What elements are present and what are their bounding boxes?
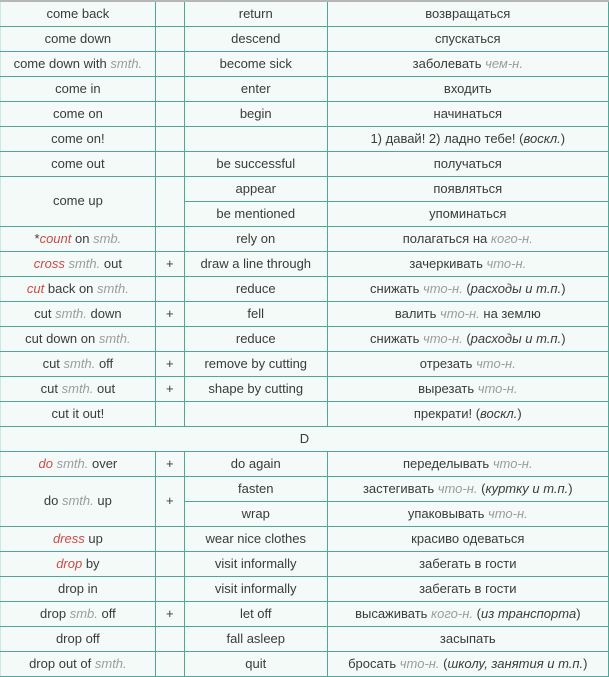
table-row [1,602,609,627]
text-segment: на землю [479,305,541,321]
phrasal-verb-cell [1,452,156,477]
text-segment: что-н. [476,355,516,371]
text-segment: забегать в гости [419,580,517,596]
phrasal-verb-cell [1,127,156,152]
table-row [1,227,609,252]
text-segment: что-н. [486,255,527,271]
table-row [1,452,609,477]
separable-cell [155,652,184,677]
text-segment: draw a line through [200,255,312,271]
text-segment: получаться [433,155,502,171]
separable-cell [155,577,184,602]
translation-cell [327,177,608,202]
translation-cell [327,302,608,327]
text-segment: + [166,455,174,471]
separable-cell [155,177,184,227]
text-segment: appear [235,180,276,196]
text-segment: что-н. [422,280,463,296]
text-segment: чем-н. [485,55,523,71]
separable-cell [155,127,184,152]
text-segment: do [43,493,62,509]
text-segment: smth. [63,355,96,371]
phrasal-verb-cell [1,552,156,577]
translation-cell [327,277,608,302]
text-segment: входить [443,80,492,96]
text-segment: школу, занятия и т.п. [447,655,584,671]
text-segment: be successful [216,155,296,171]
text-segment: что-н. [477,380,518,396]
separable-cell [155,27,184,52]
text-segment: shape by cutting [208,380,304,396]
text-segment: из транспорта [480,605,577,621]
separable-cell [155,527,184,552]
phrasal-verb-cell [1,352,156,377]
meaning-cell [184,602,327,627]
translation-cell [327,327,608,352]
phrasal-verb-cell [1,627,156,652]
text-segment: что-н. [440,305,480,321]
text-segment: by [82,555,100,571]
phrasal-verb-cell [1,2,156,27]
section-header-row [1,427,609,452]
text-segment: что-н. [422,330,463,346]
text-segment: up [84,530,103,546]
text-segment: become sick [219,55,292,71]
phrasal-verb-cell [1,77,156,102]
text-segment: smth. [68,255,101,271]
separable-cell [155,327,184,352]
translation-cell [327,252,608,277]
text-segment: зачеркивать [409,255,487,271]
text-segment: reduce [235,280,276,296]
text-segment: smth. [94,655,127,671]
table-row [1,477,609,502]
text-segment: ( [462,330,471,346]
text-segment: + [166,493,174,509]
phrasal-verb-cell [1,302,156,327]
meaning-cell [184,627,327,652]
phrasal-verbs-table [0,2,609,677]
text-segment: off [97,605,116,621]
table-row [1,277,609,302]
text-segment: ) [561,280,566,296]
phrasal-verb-cell [1,52,156,77]
translation-cell [327,202,608,227]
text-segment: off [95,355,114,371]
text-segment: ) [583,655,588,671]
text-segment: отрезать [419,355,477,371]
translation-cell [327,227,608,252]
text-segment: что-н. [437,480,478,496]
meaning-cell [184,327,327,352]
text-segment: появляться [433,180,503,196]
meaning-cell [184,102,327,127]
text-segment: + [166,380,174,396]
separable-cell [155,352,184,377]
table-row [1,52,609,77]
text-segment: cut [42,355,64,371]
text-segment: quit [245,655,267,671]
text-segment: come in [55,80,101,96]
phrasal-verb-cell [1,602,156,627]
text-segment: заболевать [412,55,486,71]
text-segment: smth. [56,455,89,471]
translation-cell [327,502,608,527]
meaning-cell [184,577,327,602]
translation-cell [327,2,608,27]
translation-cell [327,527,608,552]
separable-cell [155,227,184,252]
text-segment: что-н. [492,455,533,471]
text-segment: begin [239,105,272,121]
text-segment: wrap [241,505,270,521]
meaning-cell [184,2,327,27]
text-segment: come down with [13,55,111,71]
text-segment: ) [561,330,566,346]
meaning-cell [184,77,327,102]
table-row [1,327,609,352]
text-segment: drop out of [29,655,95,671]
table-row [1,252,609,277]
text-segment: cut down on [25,330,99,346]
text-segment: visit informally [214,580,297,596]
meaning-cell [184,527,327,552]
separable-cell [155,377,184,402]
text-segment: ) [568,480,573,496]
text-segment: fell [247,305,265,321]
table-row [1,377,609,402]
text-segment: fasten [238,480,274,496]
table-row [1,102,609,127]
text-segment: переделывать [403,455,493,471]
separable-cell [155,52,184,77]
phrasal-verb-cell [1,252,156,277]
translation-cell [327,152,608,177]
phrasal-verb-cell [1,327,156,352]
table-row [1,552,609,577]
meaning-cell [184,502,327,527]
section-letter: D [1,427,609,452]
text-segment: спускаться [435,30,501,46]
text-segment: smth. [61,380,94,396]
phrasal-verb-cell [1,652,156,677]
text-segment: remove by cutting [204,355,308,371]
text-segment: куртку и т.п. [485,480,569,496]
meaning-cell [184,127,327,152]
text-segment: drop off [55,630,100,646]
table-row [1,302,609,327]
table-row [1,652,609,677]
text-segment: drop in [58,580,98,596]
text-segment: высаживать [355,605,432,621]
meaning-cell [184,202,327,227]
text-segment: out [100,255,122,271]
text-segment: come down [44,30,112,46]
text-segment: smth. [98,330,131,346]
separable-cell [155,152,184,177]
text-segment: drop [56,555,83,571]
text-segment: return [238,5,273,21]
translation-cell [327,377,608,402]
translation-cell [327,477,608,502]
table-row [1,2,609,27]
meaning-cell [184,377,327,402]
text-segment: что-н. [487,505,528,521]
text-segment: + [166,305,174,321]
separable-cell [155,102,184,127]
separable-cell [155,277,184,302]
text-segment: начинаться [433,105,503,121]
phrasal-verb-cell [1,102,156,127]
text-segment: + [166,355,174,371]
phrasal-verb-cell [1,477,156,527]
phrasal-verb-cell [1,577,156,602]
text-segment: come back [46,5,110,21]
text-segment: dress [52,530,85,546]
text-segment: возвращаться [425,5,511,21]
text-segment: smth. [110,55,143,71]
meaning-cell [184,27,327,52]
translation-cell [327,27,608,52]
separable-cell [155,477,184,527]
text-segment: упоминаться [429,205,507,221]
text-segment: on [71,230,94,246]
translation-cell [327,52,608,77]
text-segment: wear nice clothes [205,530,306,546]
text-segment: smth. [55,305,87,321]
text-segment: cut [40,380,62,396]
separable-cell [155,77,184,102]
text-segment: расходы и т.п. [470,330,562,346]
meaning-cell [184,277,327,302]
table-row [1,27,609,52]
text-segment: ( [462,280,471,296]
text-segment: прекрати! ( [413,405,481,421]
text-segment: что-н. [399,655,440,671]
text-segment: воскл. [480,405,518,421]
meaning-cell [184,227,327,252]
text-segment: smth. [97,280,129,296]
text-segment: cross [33,255,65,271]
text-segment: come out [51,155,105,171]
text-segment: be mentioned [216,205,296,221]
phrasal-verb-cell [1,377,156,402]
translation-cell [327,102,608,127]
text-segment: enter [240,80,271,96]
translation-cell [327,352,608,377]
translation-cell [327,577,608,602]
text-segment: застегивать [362,480,438,496]
separable-cell [155,602,184,627]
phrasal-verb-cell [1,277,156,302]
text-segment: visit informally [214,555,297,571]
table-row [1,152,609,177]
text-segment: ) [576,605,581,621]
meaning-cell [184,477,327,502]
table-row [1,527,609,552]
text-segment: do again [230,455,281,471]
phrasal-verb-cell [1,152,156,177]
meaning-cell [184,252,327,277]
text-segment: полагаться на [402,230,491,246]
text-segment: smb. [93,230,122,246]
meaning-cell [184,177,327,202]
translation-cell [327,452,608,477]
text-segment: drop [40,605,70,621]
meaning-cell [184,352,327,377]
text-segment: let off [239,605,272,621]
table-body [1,2,609,677]
text-segment: come up [52,193,103,209]
separable-cell [155,302,184,327]
separable-cell [155,627,184,652]
text-segment: cut [34,305,56,321]
meaning-cell [184,152,327,177]
text-segment: воскл. [523,130,561,146]
text-segment: упаковывать [407,505,488,521]
table-row [1,627,609,652]
table-row [1,577,609,602]
table-row [1,352,609,377]
text-segment: ( [473,605,481,621]
text-segment: come on [52,105,103,121]
text-segment: кого-н. [490,230,533,246]
text-segment: up [93,493,112,509]
translation-cell [327,602,608,627]
phrasal-verb-cell [1,402,156,427]
separable-cell [155,402,184,427]
table-row [1,77,609,102]
separable-cell [155,452,184,477]
text-segment: снижать [370,330,423,346]
text-segment: засыпать [439,630,496,646]
text-segment: снижать [370,280,423,296]
translation-cell [327,652,608,677]
translation-cell [327,402,608,427]
text-segment: cut [26,280,45,296]
phrasal-verb-cell [1,527,156,552]
text-segment: fall asleep [226,630,286,646]
text-segment: ( [439,655,448,671]
text-segment: кого-н. [431,605,474,621]
text-segment: count [39,230,72,246]
table-row [1,127,609,152]
text-segment: вырезать [418,380,478,396]
phrasal-verb-cell [1,177,156,227]
translation-cell [327,127,608,152]
meaning-cell [184,52,327,77]
text-segment: out [93,380,116,396]
text-segment: rely on [236,230,276,246]
text-segment: 1) давай! 2) ладно тебе! ( [370,130,524,146]
text-segment: come on! [51,130,105,146]
meaning-cell [184,302,327,327]
text-segment: cut it out! [51,405,105,421]
meaning-cell [184,552,327,577]
text-segment: ) [560,130,566,146]
separable-cell [155,552,184,577]
text-segment: over [88,455,118,471]
separable-cell [155,2,184,27]
text-segment: do [38,455,53,471]
translation-cell [327,77,608,102]
meaning-cell [184,402,327,427]
text-segment: + [166,255,174,271]
text-segment: reduce [235,330,276,346]
text-segment: + [166,605,174,621]
table-row [1,402,609,427]
text-segment: * [34,230,40,246]
table-row [1,177,609,202]
text-segment: расходы и т.п. [470,280,562,296]
meaning-cell [184,452,327,477]
translation-cell [327,627,608,652]
text-segment: валить [394,305,441,321]
translation-cell [327,552,608,577]
text-segment: descend [231,30,281,46]
text-segment: забегать в гости [419,555,517,571]
separable-cell [155,252,184,277]
text-segment: ) [517,405,522,421]
meaning-cell [184,652,327,677]
text-segment: down [86,305,122,321]
text-segment: ( [477,480,486,496]
text-segment: back on [44,280,98,296]
phrasal-verb-cell [1,227,156,252]
text-segment: красиво одеваться [411,530,525,546]
text-segment: бросать [348,655,400,671]
text-segment: smth. [61,493,94,509]
text-segment: smb. [69,605,98,621]
phrasal-verb-cell [1,27,156,52]
